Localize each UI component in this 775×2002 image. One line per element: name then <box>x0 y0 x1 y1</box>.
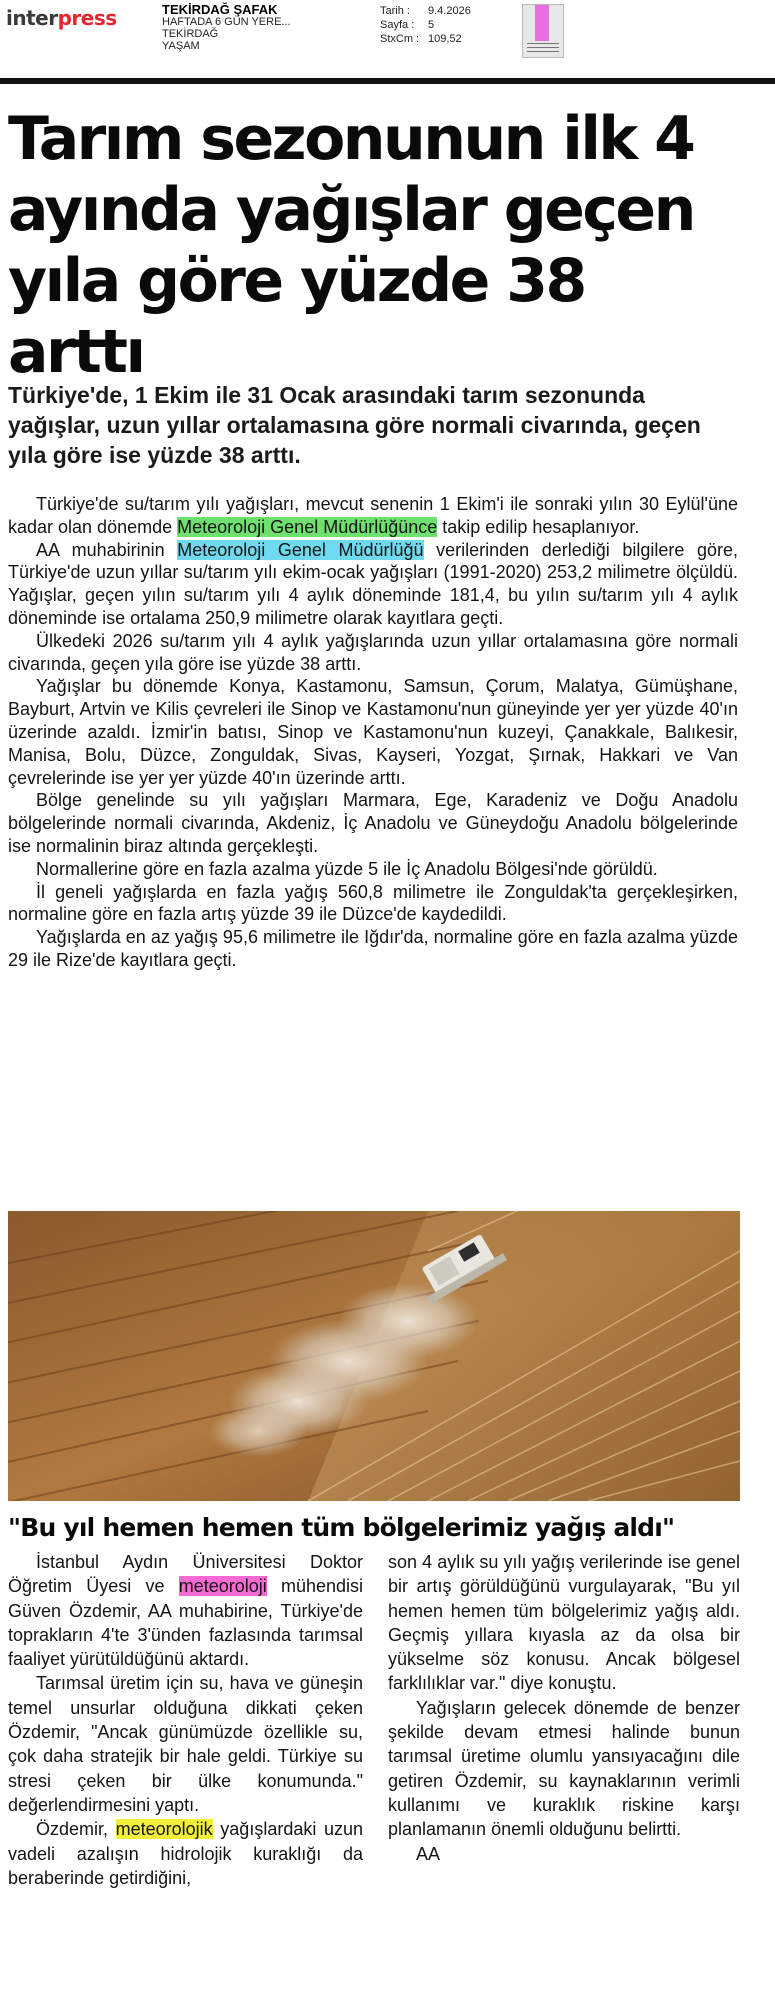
size-label: StxCm : <box>380 33 420 45</box>
paragraph <box>8 1817 363 1890</box>
paragraph: Tarımsal üretim için su, hava ve güneşin temel unsurlar olduğuna dikkati çeken Özdemir, "Ancak günümüzde özellikle su, çok daha stratejik bir hale geldi. Türkiye su stresi çeken bir ülke konumunda." değerlendirmesini yaptı. <box>8 1673 363 1815</box>
text-run: mühendisi Güven Özdemir, AA muhabirine, Türkiye'de toprakların 4'te 3'ünden fazlasında tarımsal faaliyet yürütüldüğünü aktardı. <box>8 1576 363 1670</box>
date-value: 9.4.2026 <box>428 5 471 17</box>
page-value: 5 <box>428 19 435 31</box>
publication-city: TEKİRDAĞ <box>162 28 219 40</box>
article-signature: AA <box>416 1843 441 1864</box>
paragraph <box>8 493 738 539</box>
size-value: 109,52 <box>428 33 462 45</box>
text-run: yağışlardaki uzun vadeli azalışın hidrolojik kuraklığı da beraberinde getirdiğini, <box>8 1819 363 1888</box>
paragraph: Yağışlarda en az yağış 95,6 milimetre ile Iğdır'da, normaline göre en fazla azalma yüzde 29 ile Rize'de kayıtlara geçti. <box>8 927 738 970</box>
highlight-green: Meteoroloji Genel Müdürlüğünce <box>177 516 438 537</box>
thumbnail-highlight <box>535 5 549 41</box>
column-left <box>8 1550 363 1890</box>
clipping-meta <box>380 4 498 46</box>
paragraph: Yağışlar bu dönemde Konya, Kastamonu, Samsun, Çorum, Malatya, Gümüşhane, Bayburt, Artvin ve Kilis çevreleri ile Sinop ve Kastamonu'nun güneyinde yer yer yüzde 40'ın üzerinde azaldı. İzmir'in batısı, Sinop ve Kastamonu'nun kuzeyi, Çanakkale, Balıkesir, Manisa, Bolu, Düzce, Zonguldak, Sivas, Kayseri, Yozgat, Şırnak, Hakkari ve Van çevrelerinde ise yer yer yüzde 40'ın üzerinde arttı. <box>8 676 738 788</box>
header-rule <box>0 78 775 84</box>
harvest-photo <box>8 1211 740 1501</box>
paragraph <box>8 1550 363 1671</box>
page-label: Sayfa : <box>380 19 415 31</box>
paragraph-continuation: son 4 aylık su yılı yağış verilerinde ise genel bir artış görüldüğünü vurgulayarak, "Bu yıl hemen hemen tüm bölgelerimiz yağış aldı. Geçmiş yıllara kıyasla az da olsa bir yükselme söz konusu. Ancak bölgesel farklılıklar var." diye konuştu. <box>388 1552 740 1694</box>
text-run: Türkiye'de su/tarım yılı yağışları, mevcut senenin 1 Ekim'i ile sonraki yılın 30 Eylül'üne kadar olan dönemde <box>8 494 738 537</box>
paragraph: Yağışların gelecek dönemde de benzer şekilde devam etmesi halinde bunun tarımsal üretime olumlu yansıyacağını dile getiren Özdemir, su kaynaklarının verimli kullanımı ve kuraklık riskine karşı planlamanın önemli olduğunu belirtti. <box>388 1697 740 1840</box>
paragraph: Ülkedeki 2026 su/tarım yılı 4 aylık yağışlarında uzun yıllar ortalamasına göre normali civarında, geçen yıla göre ise yüzde 38 arttı. <box>8 630 738 674</box>
text-run: takip edilip hesaplanıyor. <box>437 516 640 537</box>
combine-harvester-field-image <box>8 1211 740 1501</box>
date-label: Tarih : <box>380 5 410 17</box>
logo-main: inter <box>6 6 58 30</box>
thumbnail-line <box>527 43 559 44</box>
article-subhead: "Bu yıl hemen hemen tüm bölgelerimiz yağış aldı" <box>8 1513 675 1542</box>
highlight-yellow: meteorolojik <box>115 1819 213 1840</box>
thumbnail-line <box>527 51 559 52</box>
publication-frequency: HAFTADA 6 GÜN YERE... <box>162 16 291 28</box>
publication-name: TEKİRDAĞ ŞAFAK <box>162 2 278 17</box>
highlight-pink: meteoroloji <box>178 1576 267 1597</box>
article-body <box>8 493 738 972</box>
paragraph: Normallerine göre en fazla azalma yüzde 5 ile İç Anadolu Bölgesi'nde görüldü. <box>36 858 658 879</box>
text-run: İstanbul Aydın Üniversitesi Doktor Öğretim Üyesi ve <box>8 1552 363 1597</box>
publication-section: YAŞAM <box>162 40 200 52</box>
article-spot: Türkiye'de, 1 Ekim ile 31 Ocak arasındaki tarım sezonunda yağışlar, uzun yıllar ortalamasına göre normali civarında, geçen yıla göre ise yüzde 38 arttı. <box>8 382 701 468</box>
highlight-cyan: Meteoroloji Genel Müdürlüğü <box>177 539 424 560</box>
paragraph: Bölge genelinde su yılı yağışları Marmara, Ege, Karadeniz ve Doğu Anadolu bölgelerinde normali civarında, Akdeniz, İç Anadolu ve Güneydoğu Anadolu bölgelerinde ise normalinin biraz altında gerçekleşti. <box>8 790 738 856</box>
interpress-logo <box>6 6 117 30</box>
publication-info <box>162 4 291 52</box>
thumbnail-line <box>527 47 559 48</box>
column-right <box>388 1550 740 1866</box>
paragraph: İl geneli yağışlarda en fazla yağış 560,8 milimetre ile Zonguldak'ta gerçekleşirken, normaline göre en fazla artış yüzde 39 ile Düzce'de kaydedildi. <box>8 881 738 925</box>
text-run: verilerinden derlediği bilgilere göre, Türkiye'de uzun yıllar su/tarım yılı ekim-ocak yağışları (1991-2020) 253,2 milimetre ölçüldü. Yağışlar, geçen yılın su/tarım yılı 4 aylık döneminde 181,4, bu yılın su/tarım yılı 4 aylık döneminde ise ortalama 250,9 milimetre olarak kayıtlara geçti. <box>8 539 738 628</box>
page-thumbnail <box>522 4 564 58</box>
logo-accent: press <box>57 6 117 30</box>
paragraph <box>8 539 738 630</box>
clipping-header <box>0 0 775 78</box>
text-run: AA muhabirinin <box>36 539 178 560</box>
text-run: Özdemir, <box>36 1819 116 1840</box>
article-headline: Tarım sezonunun ilk 4 ayında yağışlar geçen yıla göre yüzde 38 arttı <box>8 104 694 387</box>
